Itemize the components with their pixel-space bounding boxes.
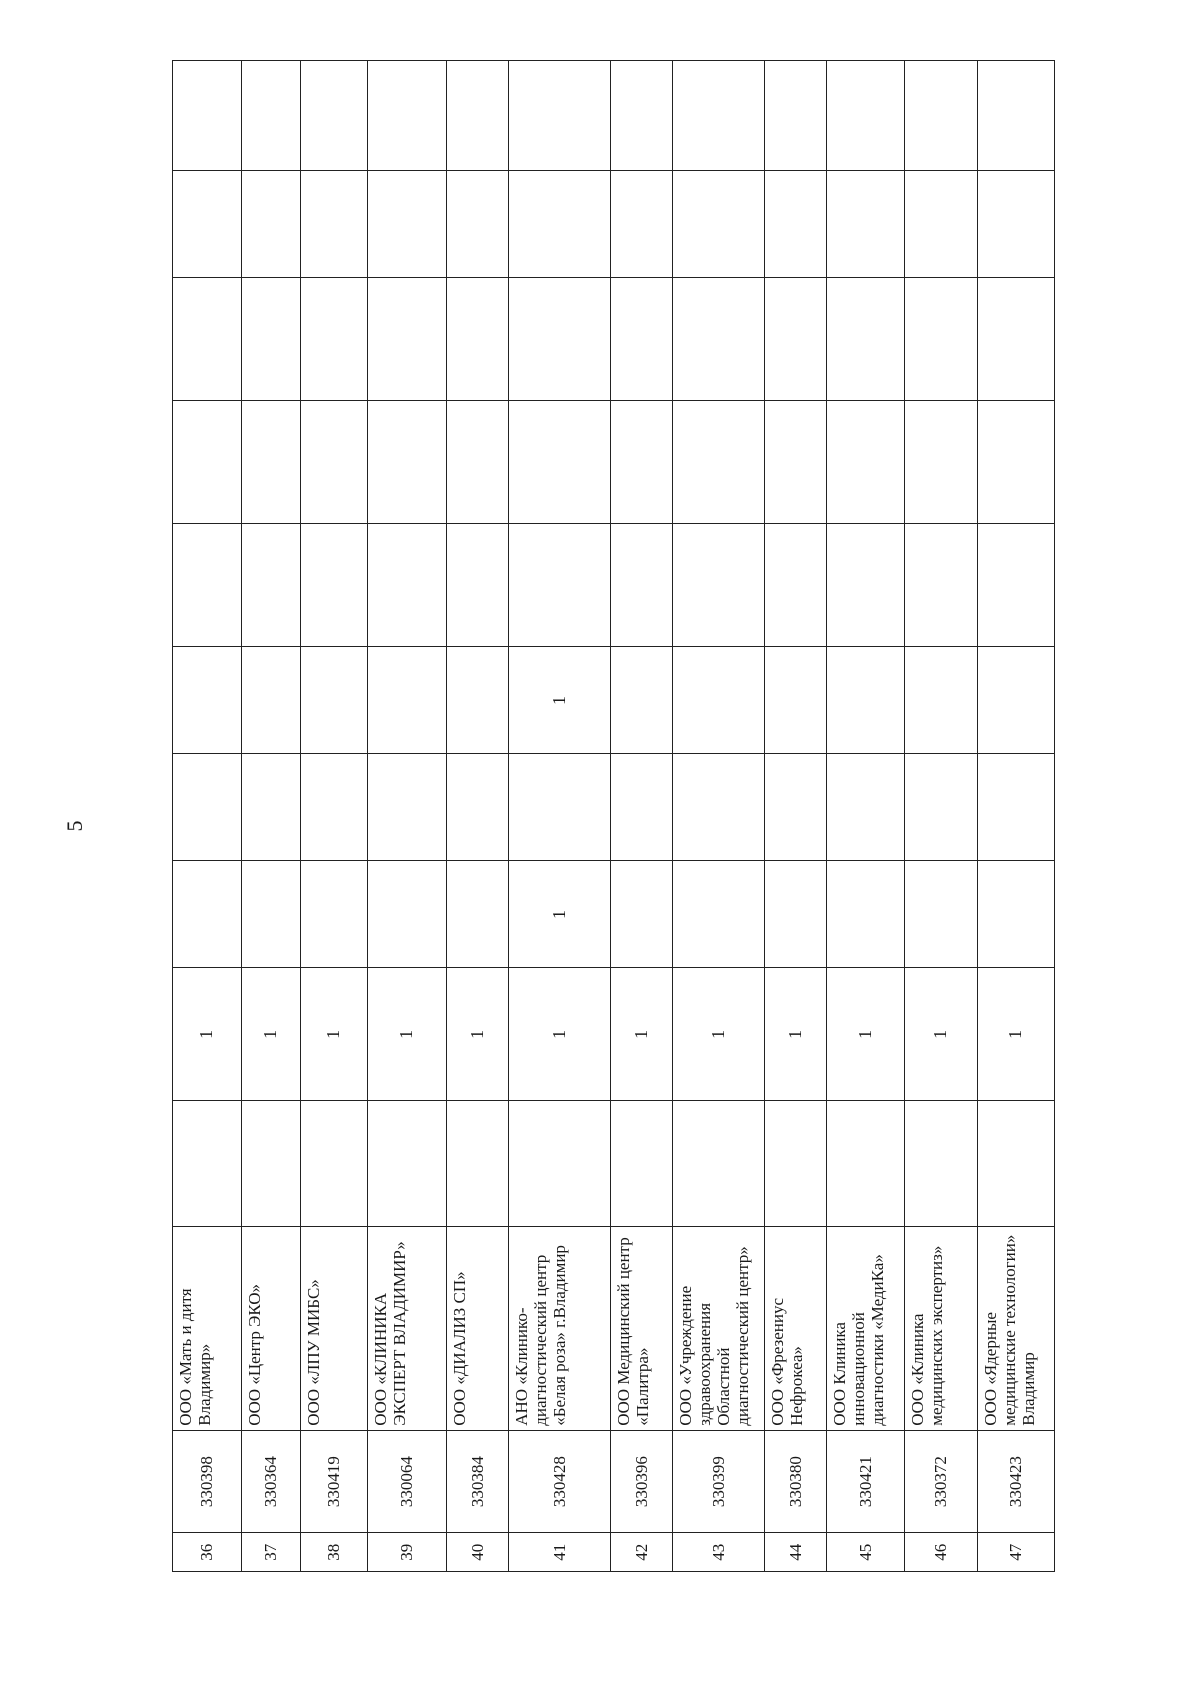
table-row bbox=[367, 61, 447, 1572]
facility-name-cell: ООО Клиника инновационной диагностики «МедиКа» bbox=[827, 1227, 904, 1430]
facility-name-cell: ООО «ДИАЛИЗ СП» bbox=[447, 1227, 509, 1430]
row-number-cell: 47 bbox=[977, 1533, 1054, 1572]
value-cell bbox=[301, 524, 367, 647]
value-cell bbox=[904, 61, 977, 171]
value-cell bbox=[173, 61, 242, 171]
value-cell bbox=[610, 754, 672, 861]
table-row bbox=[173, 61, 242, 1572]
facility-code-cell: 330380 bbox=[765, 1430, 827, 1533]
value-cell bbox=[367, 647, 447, 754]
value-cell bbox=[367, 61, 447, 171]
value-cell bbox=[610, 524, 672, 647]
value-cell bbox=[447, 1101, 509, 1227]
rotated-table-wrapper bbox=[172, 60, 1055, 1572]
table-row bbox=[904, 61, 977, 1572]
value-cell: 1 bbox=[508, 968, 610, 1101]
value-cell bbox=[301, 754, 367, 861]
value-cell: 1 bbox=[765, 968, 827, 1101]
value-cell bbox=[508, 754, 610, 861]
row-number-cell: 43 bbox=[672, 1533, 765, 1572]
value-cell bbox=[610, 401, 672, 524]
value-cell bbox=[672, 754, 765, 861]
value-cell: 1 bbox=[241, 968, 301, 1101]
value-cell: 1 bbox=[610, 968, 672, 1101]
facility-name-cell: ООО «КЛИНИКА ЭКСПЕРТ ВЛАДИМИР» bbox=[367, 1227, 447, 1430]
value-cell bbox=[447, 861, 509, 968]
value-cell bbox=[977, 861, 1054, 968]
value-cell bbox=[672, 278, 765, 401]
value-cell bbox=[977, 754, 1054, 861]
value-cell bbox=[672, 647, 765, 754]
value-cell bbox=[301, 171, 367, 278]
facility-name-cell: ООО «Клиника медицинских экспертиз» bbox=[904, 1227, 977, 1430]
row-number-cell: 46 bbox=[904, 1533, 977, 1572]
row-number-cell: 42 bbox=[610, 1533, 672, 1572]
value-cell bbox=[904, 278, 977, 401]
value-cell bbox=[241, 171, 301, 278]
value-cell bbox=[301, 278, 367, 401]
value-cell bbox=[241, 278, 301, 401]
value-cell bbox=[977, 171, 1054, 278]
value-cell bbox=[367, 524, 447, 647]
value-cell: 1 bbox=[301, 968, 367, 1101]
value-cell bbox=[977, 647, 1054, 754]
row-number-cell: 41 bbox=[508, 1533, 610, 1572]
value-cell bbox=[241, 1101, 301, 1227]
value-cell bbox=[173, 754, 242, 861]
value-cell bbox=[610, 278, 672, 401]
value-cell bbox=[904, 524, 977, 647]
value-cell bbox=[904, 754, 977, 861]
value-cell bbox=[173, 1101, 242, 1227]
row-number-cell: 38 bbox=[301, 1533, 367, 1572]
value-cell bbox=[367, 401, 447, 524]
value-cell bbox=[827, 1101, 904, 1227]
value-cell bbox=[301, 861, 367, 968]
value-cell bbox=[977, 61, 1054, 171]
value-cell bbox=[977, 401, 1054, 524]
value-cell bbox=[173, 524, 242, 647]
value-cell bbox=[765, 1101, 827, 1227]
value-cell: 1 bbox=[173, 968, 242, 1101]
facility-code-cell: 330423 bbox=[977, 1430, 1054, 1533]
row-number-cell: 36 bbox=[173, 1533, 242, 1572]
value-cell bbox=[827, 754, 904, 861]
value-cell bbox=[508, 524, 610, 647]
value-cell bbox=[765, 754, 827, 861]
row-number-cell: 39 bbox=[367, 1533, 447, 1572]
value-cell bbox=[827, 401, 904, 524]
value-cell bbox=[672, 1101, 765, 1227]
facility-name-cell: ООО Медицинский центр «Палитра» bbox=[610, 1227, 672, 1430]
value-cell bbox=[765, 401, 827, 524]
value-cell bbox=[241, 524, 301, 647]
value-cell bbox=[827, 61, 904, 171]
value-cell bbox=[977, 278, 1054, 401]
value-cell bbox=[765, 861, 827, 968]
value-cell bbox=[610, 1101, 672, 1227]
value-cell bbox=[241, 861, 301, 968]
value-cell bbox=[827, 278, 904, 401]
facility-code-cell: 330399 bbox=[672, 1430, 765, 1533]
value-cell bbox=[765, 278, 827, 401]
value-cell bbox=[827, 171, 904, 278]
facility-table bbox=[172, 60, 1055, 1572]
value-cell bbox=[301, 401, 367, 524]
value-cell bbox=[827, 524, 904, 647]
facility-name-cell: ООО «Фрезениус Нефрокеа» bbox=[765, 1227, 827, 1430]
value-cell: 1 bbox=[904, 968, 977, 1101]
row-number-cell: 40 bbox=[447, 1533, 509, 1572]
value-cell bbox=[301, 647, 367, 754]
value-cell bbox=[765, 647, 827, 754]
value-cell: 1 bbox=[977, 968, 1054, 1101]
value-cell bbox=[173, 647, 242, 754]
value-cell bbox=[765, 524, 827, 647]
value-cell: 1 bbox=[508, 647, 610, 754]
facility-code-cell: 330396 bbox=[610, 1430, 672, 1533]
value-cell bbox=[447, 61, 509, 171]
page-number: 5 bbox=[62, 820, 87, 832]
value-cell: 1 bbox=[508, 861, 610, 968]
value-cell bbox=[672, 61, 765, 171]
value-cell: 1 bbox=[367, 968, 447, 1101]
value-cell bbox=[447, 171, 509, 278]
value-cell bbox=[904, 861, 977, 968]
value-cell bbox=[508, 278, 610, 401]
value-cell: 1 bbox=[827, 968, 904, 1101]
value-cell bbox=[672, 171, 765, 278]
facility-name-cell: ООО «Учреждение здравоохранения Областной диагностический центр» bbox=[672, 1227, 765, 1430]
value-cell bbox=[241, 401, 301, 524]
value-cell bbox=[367, 1101, 447, 1227]
table-body bbox=[173, 61, 1055, 1572]
value-cell bbox=[827, 647, 904, 754]
value-cell bbox=[301, 1101, 367, 1227]
table-row bbox=[301, 61, 367, 1572]
value-cell bbox=[447, 278, 509, 401]
facility-name-cell: ООО «Мать и дитя Владимир» bbox=[173, 1227, 242, 1430]
table-row bbox=[765, 61, 827, 1572]
value-cell bbox=[672, 401, 765, 524]
value-cell bbox=[610, 861, 672, 968]
value-cell bbox=[904, 171, 977, 278]
facility-code-cell: 330421 bbox=[827, 1430, 904, 1533]
value-cell bbox=[977, 1101, 1054, 1227]
value-cell bbox=[904, 401, 977, 524]
facility-code-cell: 330384 bbox=[447, 1430, 509, 1533]
value-cell bbox=[508, 61, 610, 171]
facility-code-cell: 330064 bbox=[367, 1430, 447, 1533]
value-cell bbox=[173, 861, 242, 968]
value-cell bbox=[447, 754, 509, 861]
value-cell bbox=[610, 647, 672, 754]
table-row bbox=[241, 61, 301, 1572]
value-cell bbox=[241, 647, 301, 754]
value-cell bbox=[508, 401, 610, 524]
value-cell bbox=[447, 524, 509, 647]
value-cell bbox=[241, 754, 301, 861]
value-cell bbox=[367, 861, 447, 968]
value-cell: 1 bbox=[672, 968, 765, 1101]
value-cell bbox=[610, 61, 672, 171]
facility-name-cell: АНО «Клинико-диагностический центр «Белая роза» г.Владимир bbox=[508, 1227, 610, 1430]
value-cell bbox=[367, 278, 447, 401]
facility-code-cell: 330398 bbox=[173, 1430, 242, 1533]
value-cell bbox=[765, 61, 827, 171]
value-cell bbox=[508, 1101, 610, 1227]
table-row bbox=[977, 61, 1054, 1572]
facility-name-cell: ООО «Центр ЭКО» bbox=[241, 1227, 301, 1430]
table-row bbox=[827, 61, 904, 1572]
value-cell bbox=[672, 861, 765, 968]
value-cell bbox=[241, 61, 301, 171]
value-cell bbox=[904, 647, 977, 754]
value-cell bbox=[173, 171, 242, 278]
facility-code-cell: 330372 bbox=[904, 1430, 977, 1533]
value-cell bbox=[173, 278, 242, 401]
value-cell bbox=[672, 524, 765, 647]
row-number-cell: 45 bbox=[827, 1533, 904, 1572]
value-cell bbox=[367, 171, 447, 278]
table-row bbox=[447, 61, 509, 1572]
facility-name-cell: ООО «Ядерные медицинские технологии» Владимир bbox=[977, 1227, 1054, 1430]
value-cell bbox=[447, 401, 509, 524]
facility-code-cell: 330419 bbox=[301, 1430, 367, 1533]
value-cell: 1 bbox=[447, 968, 509, 1101]
value-cell bbox=[367, 754, 447, 861]
value-cell bbox=[447, 647, 509, 754]
table-row bbox=[508, 61, 610, 1572]
row-number-cell: 37 bbox=[241, 1533, 301, 1572]
facility-code-cell: 330364 bbox=[241, 1430, 301, 1533]
table-row bbox=[672, 61, 765, 1572]
value-cell bbox=[827, 861, 904, 968]
value-cell bbox=[508, 171, 610, 278]
value-cell bbox=[173, 401, 242, 524]
facility-name-cell: ООО «ЛПУ МИБС» bbox=[301, 1227, 367, 1430]
value-cell bbox=[904, 1101, 977, 1227]
table-row bbox=[610, 61, 672, 1572]
row-number-cell: 44 bbox=[765, 1533, 827, 1572]
value-cell bbox=[765, 171, 827, 278]
value-cell bbox=[610, 171, 672, 278]
value-cell bbox=[977, 524, 1054, 647]
value-cell bbox=[301, 61, 367, 171]
facility-code-cell: 330428 bbox=[508, 1430, 610, 1533]
